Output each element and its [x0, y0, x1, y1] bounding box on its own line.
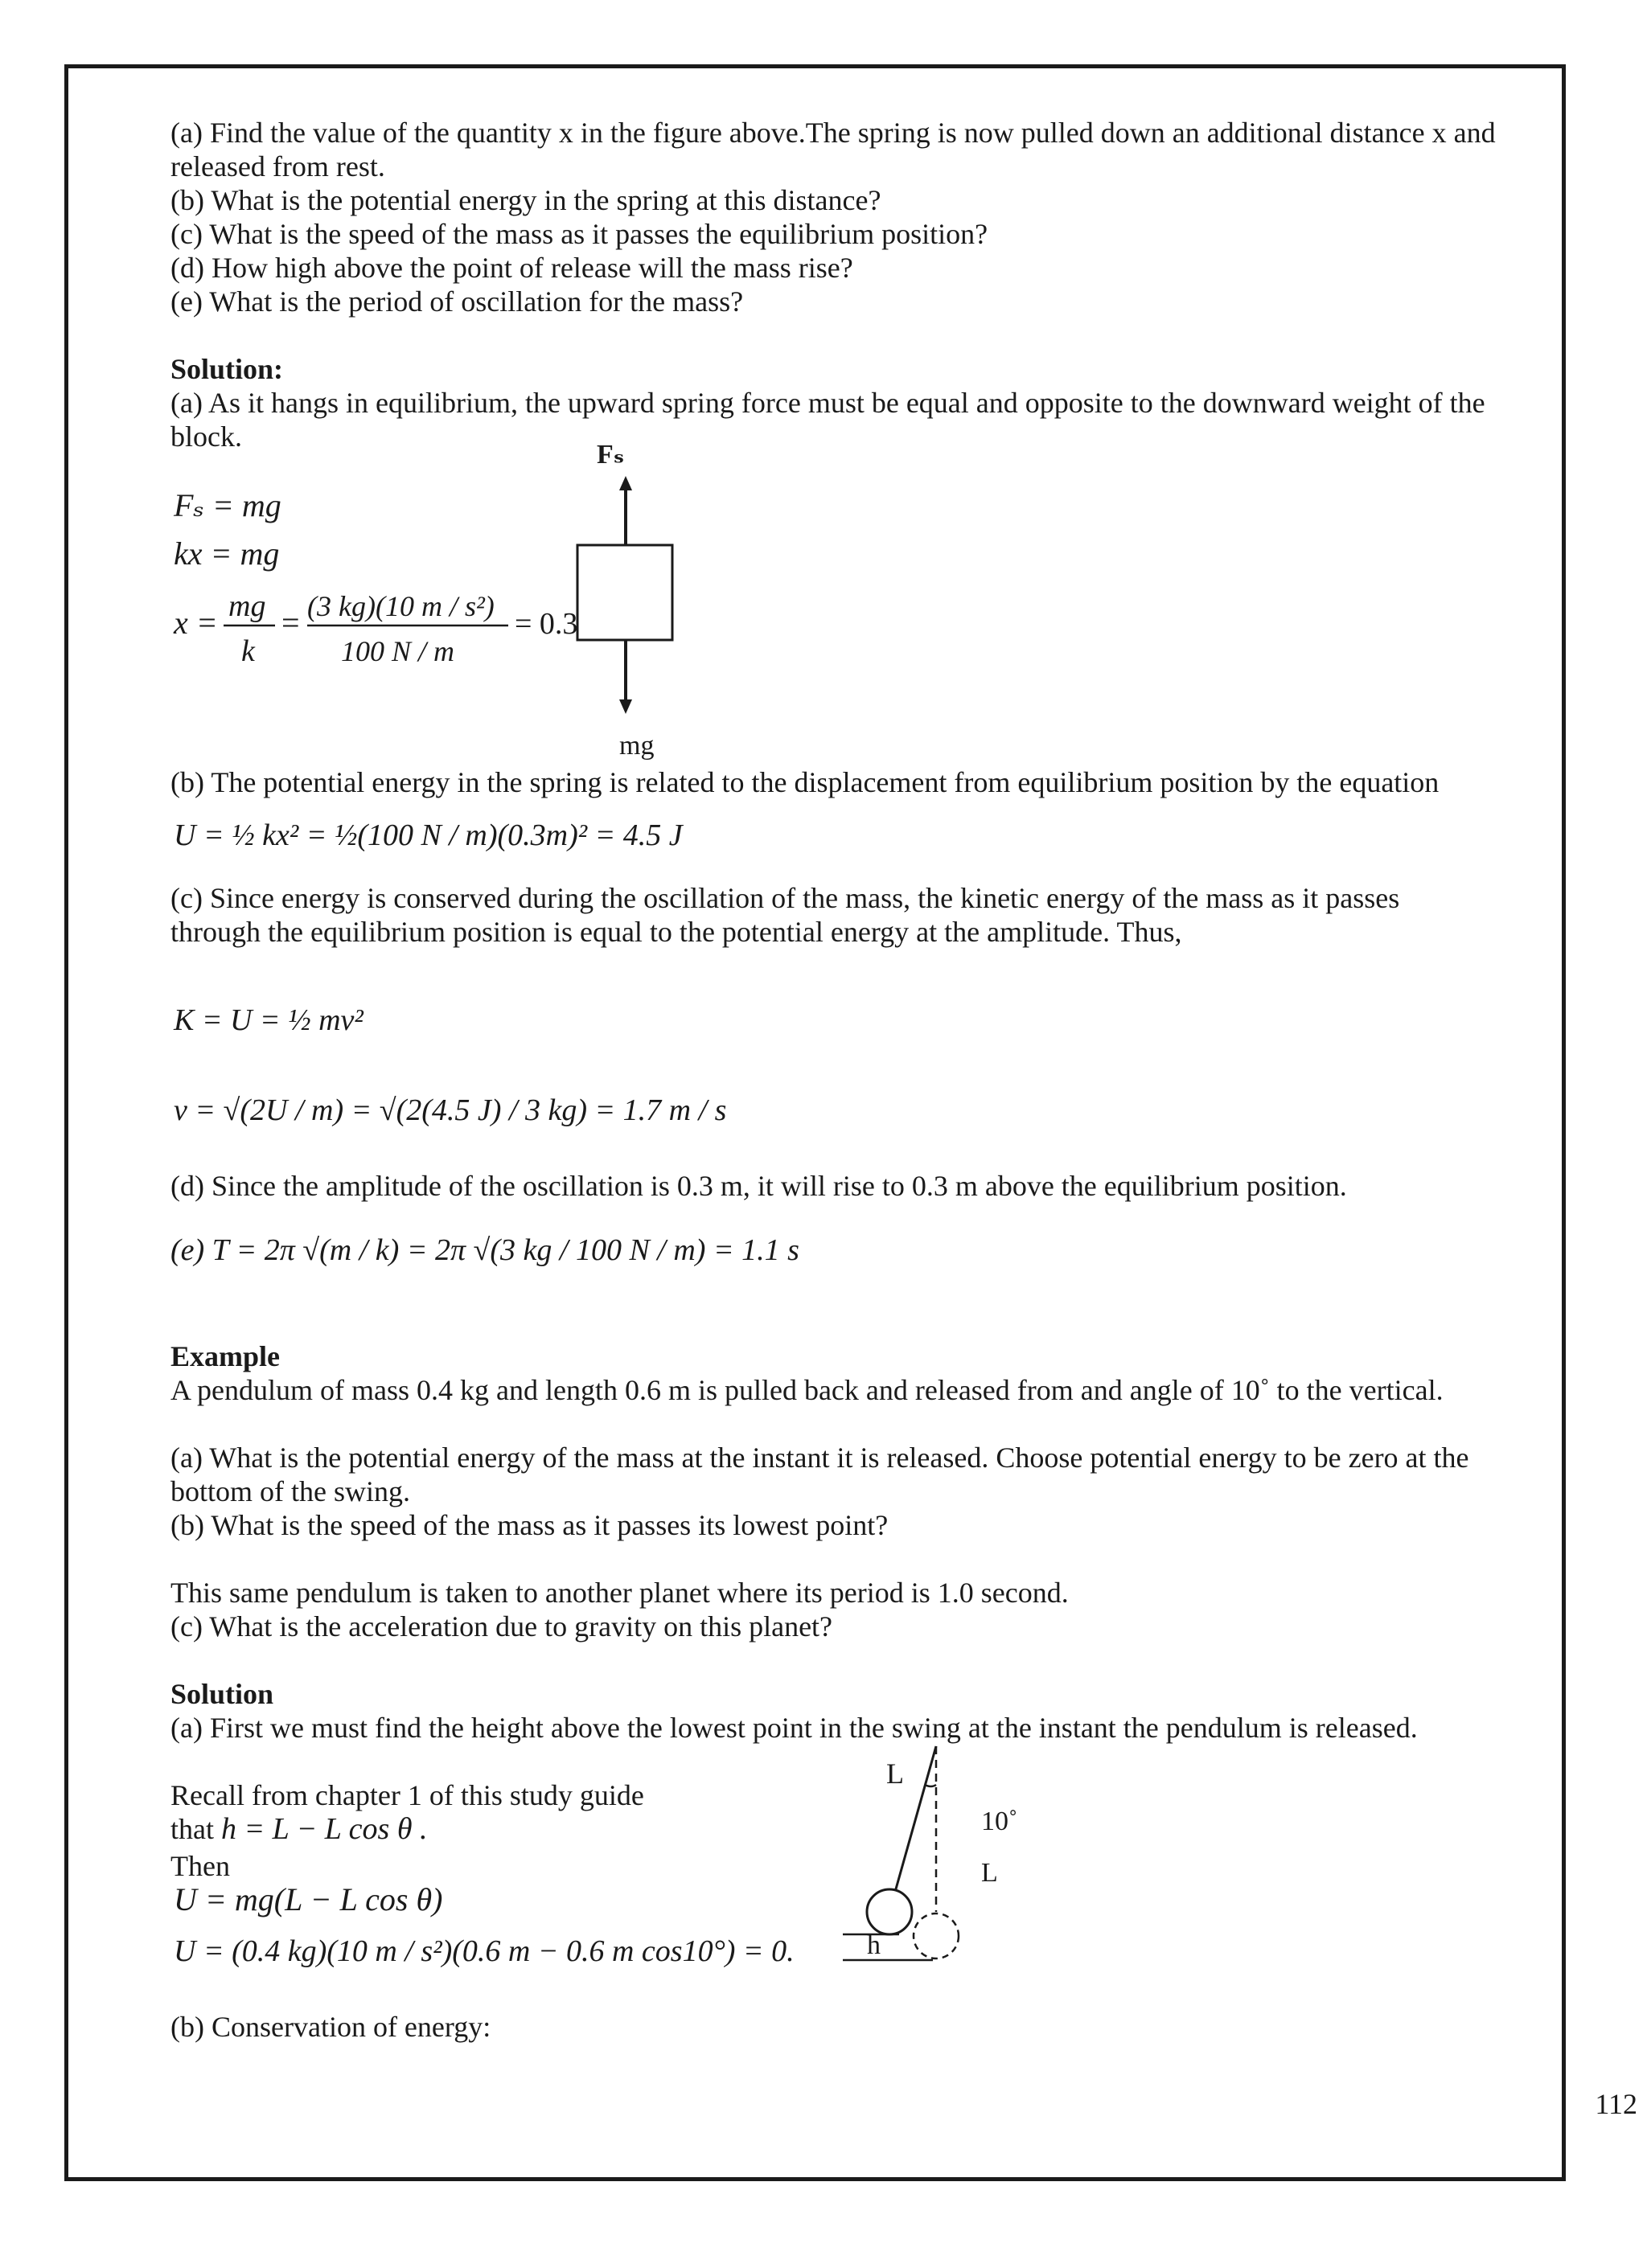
eq3-num1: mg	[228, 589, 266, 623]
recall-line2	[170, 1812, 427, 1846]
example-question-a-line2: bottom of the swing.	[170, 1475, 410, 1507]
example-question-c: (c) What is the acceleration due to gravity on this planet?	[170, 1610, 833, 1643]
equation-kx-mg: kx = mg	[174, 535, 280, 572]
solution2-a-text: (a) First we must find the height above the lowest point in the swing at the instant the pendulum is released.	[170, 1712, 1418, 1744]
solution-b-text: (b) The potential energy in the spring is related to the displacement from equilibrium position by the equation	[170, 766, 1440, 798]
pendulum-diagram	[836, 1741, 1045, 1975]
block	[577, 545, 672, 640]
question-c: (c) What is the speed of the mass as it passes the equilibrium position?	[170, 218, 988, 250]
eq3-lhs: x =	[174, 605, 218, 641]
eq3-num2: (3 kg)(10 m / s²)	[307, 590, 495, 622]
equation-period: (e) T = 2π √(m / k) = 2π √(3 kg / 100 N / m) = 1.1 s	[170, 1233, 799, 1267]
free-body-diagram	[563, 434, 700, 761]
equation-speed: v = √(2U / m) = √(2(4.5 J) / 3 kg) = 1.7 m / s	[174, 1093, 727, 1127]
solution-a-line1: (a) As it hangs in equilibrium, the upward spring force must be equal and opposite to the downward weight of the	[170, 387, 1485, 419]
example-heading: Example	[170, 1340, 281, 1372]
equation-kinetic-energy: K = U = ½ mv²	[174, 1003, 363, 1037]
eq3-rhs: = 0.3	[515, 607, 578, 641]
eq3-den2: 100 N / m	[341, 635, 455, 667]
equation-fs-mg: Fₛ = mg	[174, 487, 281, 523]
height-formula: h = L − L cos θ .	[220, 1812, 428, 1846]
weight-label: mg	[619, 731, 655, 761]
height-label: h	[867, 1930, 881, 1960]
question-b: (b) What is the potential energy in the spring at this distance?	[170, 184, 881, 216]
example-paragraph-2: This same pendulum is taken to another planet where its period is 1.0 second.	[170, 1577, 1069, 1609]
solution-d-text: (d) Since the amplitude of the oscillation is 0.3 m, it will rise to 0.3 m above the equilibrium position.	[170, 1170, 1347, 1202]
page-number: 112	[1595, 2088, 1637, 2120]
pendulum-bob-lowest	[914, 1913, 959, 1958]
svg-text:=: =	[281, 605, 300, 641]
solution-a-line2: block.	[170, 420, 242, 453]
recall-line2-prefix: that	[170, 1813, 221, 1845]
solution-c-line1: (c) Since energy is conserved during the oscillation of the mass, the kinetic energy of the mass as it passes	[170, 882, 1400, 914]
question-a-line2: released from rest.	[170, 150, 385, 183]
equation-U-general: U = mg(L − L cos θ)	[174, 1881, 443, 1917]
pendulum-bob	[867, 1889, 912, 1934]
solution2-b-text: (b) Conservation of energy:	[170, 2011, 491, 2043]
example-paragraph: A pendulum of mass 0.4 kg and length 0.6 m is pulled back and released from and angle of 10˚ to the vertical.	[170, 1374, 1444, 1406]
angle-label: 10˚	[981, 1807, 1018, 1836]
spring-force-label: Fₛ	[597, 440, 625, 470]
eq3-den1: k	[241, 634, 255, 668]
question-e: (e) What is the period of oscillation for the mass?	[170, 285, 744, 318]
length-label-1: L	[886, 1757, 904, 1790]
length-label-2: L	[981, 1858, 998, 1888]
down-arrow-icon	[619, 699, 632, 714]
solution-c-line2: through the equilibrium position is equal to the potential energy at the amplitude. Thus,	[170, 916, 1182, 948]
equation-U-numeric: U = (0.4 kg)(10 m / s²)(0.6 m − 0.6 m cos10°) = 0.	[174, 1934, 795, 1968]
equation-potential-energy: U = ½ kx² = ½(100 N / m)(0.3m)² = 4.5 J	[174, 818, 683, 852]
question-a-line1: (a) Find the value of the quantity x in the figure above.The spring is now pulled down an additional distance x and	[170, 117, 1496, 149]
example-question-b: (b) What is the speed of the mass as it passes its lowest point?	[170, 1509, 889, 1541]
example-question-a-line1: (a) What is the potential energy of the mass at the instant it is released. Choose potential energy to be zero at the	[170, 1442, 1469, 1474]
up-arrow-icon	[619, 476, 632, 490]
angle-arc	[925, 1785, 936, 1786]
recall-line1: Recall from chapter 1 of this study guide	[170, 1779, 644, 1811]
solution-heading: Solution:	[170, 353, 284, 385]
solution2-heading: Solution	[170, 1678, 274, 1710]
question-d: (d) How high above the point of release will the mass rise?	[170, 252, 853, 284]
then-text: Then	[170, 1850, 230, 1882]
equation-x-fraction	[170, 579, 589, 683]
